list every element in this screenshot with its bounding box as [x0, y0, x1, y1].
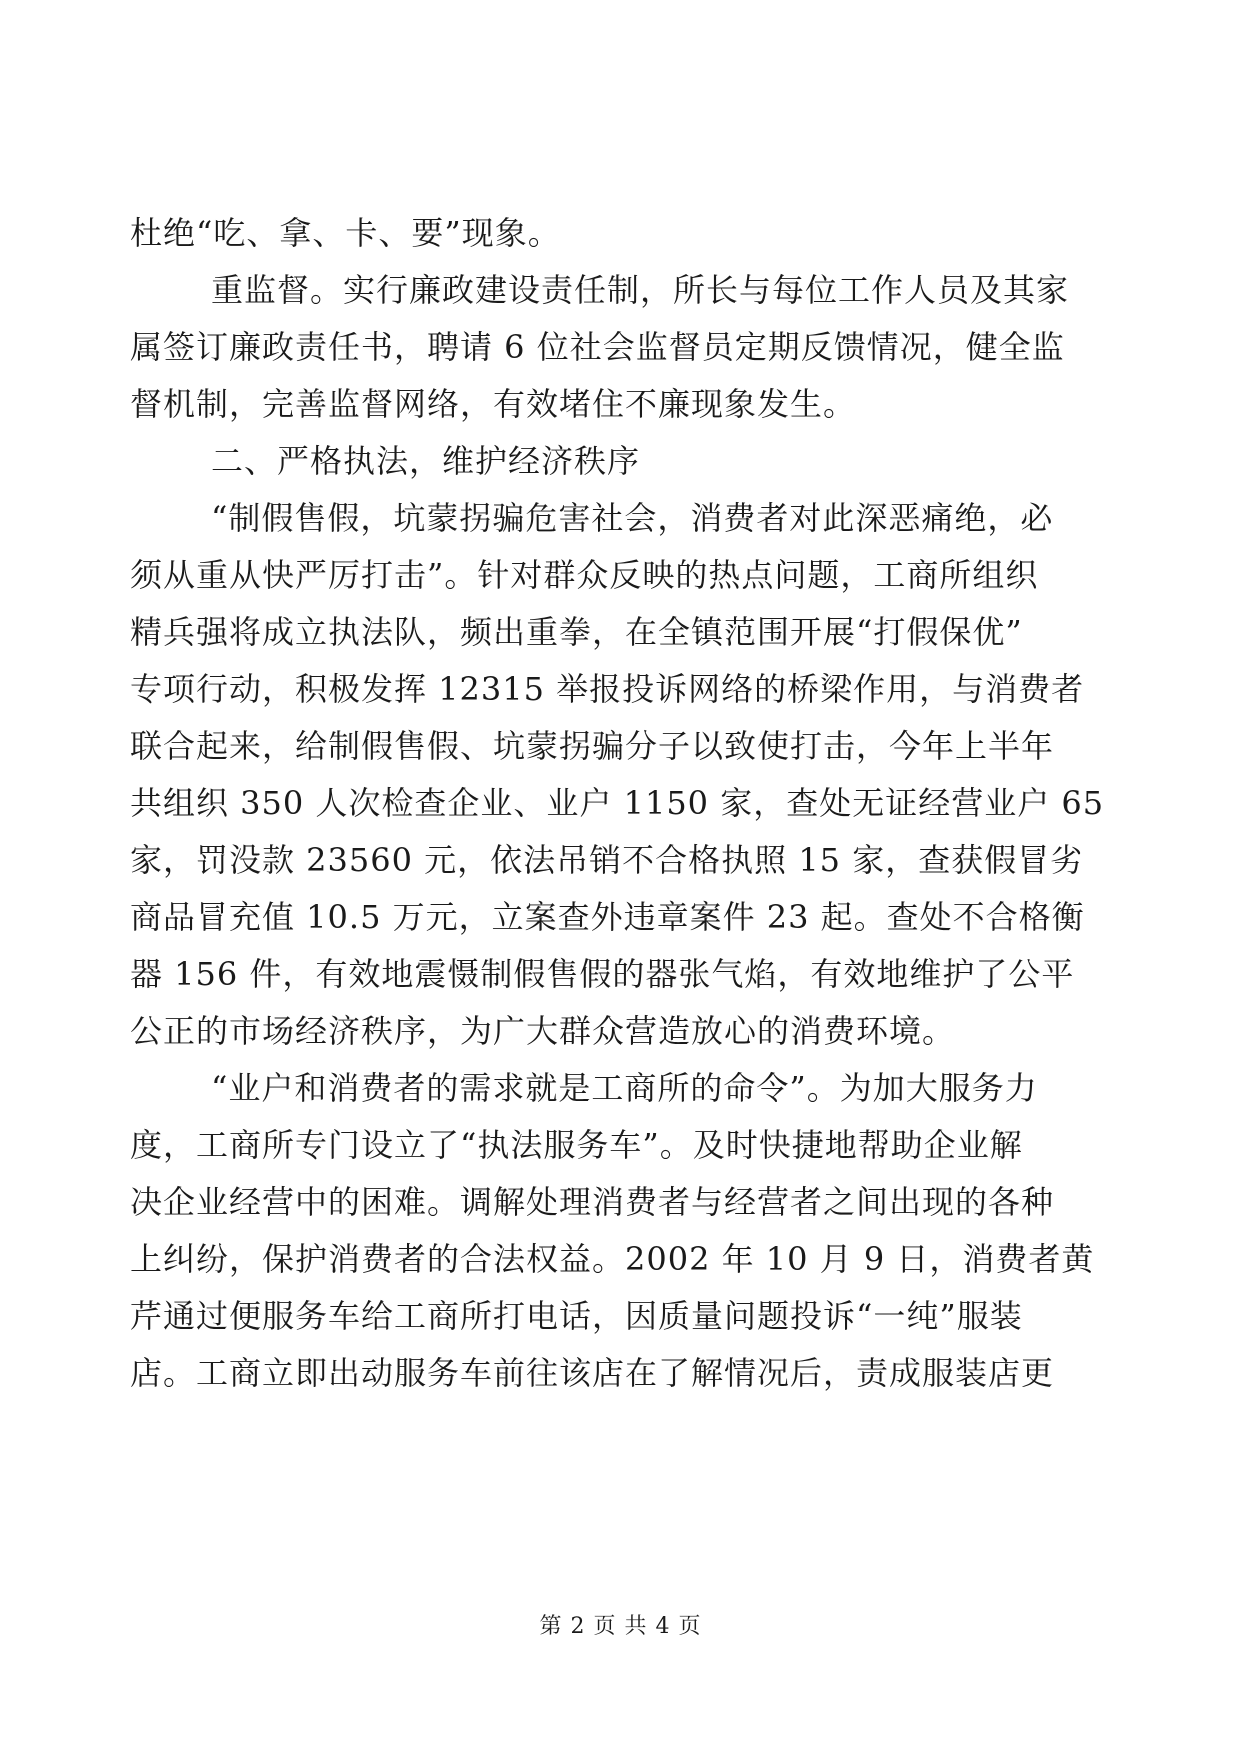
text-line-12: 家，罚没款 23560 元，依法吊销不合格执照 15 家，查获假冒劣 — [130, 841, 1084, 879]
text-line-17: 度，工商所专门设立了“执法服务车”。及时快捷地帮助企业解 — [130, 1126, 1023, 1164]
text-line-21: 店。工商立即出动服务车前往该店在了解情况后，责成服装店更 — [130, 1354, 1055, 1392]
text-line-4: 督机制，完善监督网络，有效堵住不廉现象发生。 — [130, 385, 857, 423]
section-heading: 二、严格执法，维护经济秩序 — [211, 442, 641, 480]
text-line-1: 杜绝“吃、拿、卡、要”现象。 — [130, 214, 561, 252]
text-line-10: 联合起来，给制假售假、坑蒙拐骗分子以致使打击，今年上半年 — [130, 727, 1055, 765]
text-line-14: 器 156 件，有效地震慑制假售假的器张气焰，有效地维护了公平 — [130, 955, 1075, 993]
text-line-2: 重监督。实行廉政建设责任制，所长与每位工作人员及其家 — [211, 271, 1070, 309]
text-line-16: “业户和消费者的需求就是工商所的命令”。为加大服务力 — [211, 1069, 1038, 1107]
page-footer: 第 2 页 共 4 页 — [539, 1614, 702, 1639]
text-line-9: 专项行动，积极发挥 12315 举报投诉网络的桥梁作用，与消费者 — [130, 670, 1085, 708]
text-line-20: 芹通过便服务车给工商所打电话，因质量问题投诉“一纯”服装 — [130, 1297, 1023, 1335]
text-line-15: 公正的市场经济秩序，为广大群众营造放心的消费环境。 — [130, 1012, 956, 1050]
text-line-13: 商品冒充值 10.5 万元，立案查外违章案件 23 起。查处不合格衡 — [130, 898, 1085, 936]
text-line-3: 属签订廉政责任书，聘请 6 位社会监督员定期反馈情况，健全监 — [130, 328, 1065, 366]
text-line-6: “制假售假，坑蒙拐骗危害社会，消费者对此深恶痛绝，必 — [211, 499, 1054, 537]
text-line-19: 上纠纷，保护消费者的合法权益。2002 年 10 月 9 日，消费者黄 — [130, 1240, 1095, 1278]
text-line-11: 共组织 350 人次检查企业、业户 1150 家，查处无证经营业户 65 — [130, 784, 1105, 822]
text-line-18: 决企业经营中的困难。调解处理消费者与经营者之间出现的各种 — [130, 1183, 1055, 1221]
text-line-8: 精兵强将成立执法队，频出重拳，在全镇范围开展“打假保优” — [130, 613, 1023, 651]
text-line-7: 须从重从快严厉打击”。针对群众反映的热点问题，工商所组织 — [130, 556, 1039, 594]
